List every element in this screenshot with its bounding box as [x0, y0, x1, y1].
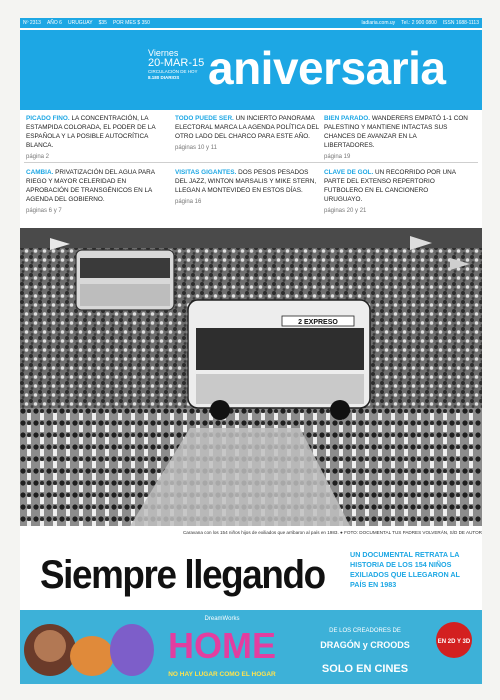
- teaser-4[interactable]: [26, 168, 170, 216]
- teaser-1[interactable]: [26, 114, 170, 162]
- teaser-text: UN INCIERTO PANORAMA ELECTORAL MARCA LA AGENDA POLÍTICA DEL OTRO LADO DEL CHARCO PARA ESTE AÑO.: [175, 115, 319, 140]
- teaser-page: páginas 6 y 7: [26, 208, 62, 214]
- release-label: SOLO EN CINES: [321, 663, 409, 675]
- teaser-page: página 2: [26, 154, 50, 160]
- teaser-text: UN RECORRIDO POR UNA PARTE DEL EXTENSO REPERTORIO FUTBOLERO EN EL CANCIONERO URUGUAYO.: [324, 169, 456, 203]
- crowd-bus-photo: [20, 228, 482, 526]
- teaser-text: WANDERERS EMPATÓ 1-1 CON PALESTINO Y MANTIENE INTACTAS SUS CHANCES DE AVANZAR EN LA LIBERTADORES.: [324, 115, 468, 149]
- teaser-6[interactable]: [324, 168, 468, 216]
- bus-destination-sign: 2 EXPRESO: [298, 319, 338, 326]
- photo-caption: Caravana con los 154 niños hijos de exiliados que arribaron al país en 1983. ● FOTO: DOCUMENTAL TUS PADRES VOLVERÁN, S/D DE AUTOR: [182, 530, 482, 535]
- movie-ad: [20, 610, 482, 684]
- movie-title: HOME: [168, 625, 276, 666]
- teaser-page: páginas 10 y 11: [175, 145, 217, 151]
- circulation-label: CIRCULACIÓN DE HOY: [148, 69, 198, 74]
- teaser-page: páginas 20 y 21: [324, 208, 367, 214]
- weekday: Viernes: [148, 48, 179, 58]
- issue-date: 20-MAR-15: [148, 57, 205, 69]
- teaser-kicker: TODO PUEDE SER.: [175, 115, 234, 122]
- year-number: AÑO 6: [46, 20, 62, 26]
- teaser-kicker: BIEN PARADO.: [324, 115, 371, 122]
- date-block: [148, 48, 208, 81]
- price-label: $35: [98, 20, 107, 26]
- teaser-text: DOS PESOS PESADOS DEL JAZZ, WINTON MARSALIS Y MIKE STERN, LLEGAN A MONTEVIDEO EN ESTOS DÍAS.: [175, 169, 317, 194]
- bus-front: [188, 300, 370, 420]
- teaser-page: página 16: [175, 199, 202, 205]
- teaser-page: página 19: [324, 154, 351, 160]
- character-cat-icon: [70, 636, 114, 676]
- teaser-kicker: CLAVE DE GOL.: [324, 169, 374, 176]
- teaser-kicker: CAMBIA.: [26, 169, 54, 176]
- movie-tagline: NO HAY LUGAR COMO EL HOGAR: [168, 671, 276, 678]
- character-alien-icon: [110, 624, 154, 676]
- format-label: EN 2D Y 3D: [437, 639, 471, 645]
- masthead-logo: aniversaria: [208, 42, 446, 94]
- lead-deck: UN DOCUMENTAL RETRATA LA HISTORIA DE LOS 154 NIÑOS EXILIADOS QUE LLEGARON AL PAÍS EN 1983: [350, 550, 460, 589]
- circulation-value: 8.180 DIARIOS: [148, 75, 180, 80]
- studio-logo: DreamWorks: [204, 616, 240, 622]
- teaser-5[interactable]: [175, 168, 319, 207]
- subscription-price: POR MES $ 350: [112, 20, 150, 26]
- teaser-text: LA CONCENTRACIÓN, LA ESTAMPIDA COLORADA, EL PODER DE LA ESPAÑOLA Y LA POSIBLE AUTOCRÍTICA BLANCA.: [26, 115, 156, 149]
- masthead: [20, 30, 482, 110]
- teaser-3[interactable]: [324, 114, 468, 162]
- ad-banner[interactable]: [20, 610, 482, 684]
- site-link[interactable]: ladiaria.com.uy: [361, 20, 396, 26]
- lead-photo: [20, 228, 482, 526]
- phone-label: Tel.: 2 900 0800: [401, 20, 437, 26]
- lead-headline[interactable]: Siempre llegando: [40, 553, 325, 597]
- bus-back: [76, 250, 174, 310]
- issue-number: Nº 2313: [23, 20, 41, 26]
- country-label: URUGUAY: [67, 20, 93, 26]
- newspaper-front-page: [20, 18, 482, 684]
- creators-label: DE LOS CREADORES DE: [329, 628, 401, 634]
- teaser-kicker: VISITAS GIGANTES.: [175, 169, 237, 176]
- teaser-kicker: PICADO FINO.: [26, 115, 70, 122]
- teaser-divider: [24, 162, 478, 163]
- issn-label: ISSN 1688-1113: [442, 20, 479, 26]
- teaser-text: PRIVATIZACIÓN DEL AGUA PARA RIEGO Y MAYOR CELERIDAD EN APROBACIÓN DE TRANSGÉNICOS EN LA AGENDA DEL GOBIERNO.: [26, 169, 155, 203]
- films-label: DRAGÓN y CROODS: [320, 640, 410, 650]
- top-info-bar: [20, 18, 482, 28]
- teaser-2[interactable]: [175, 114, 319, 153]
